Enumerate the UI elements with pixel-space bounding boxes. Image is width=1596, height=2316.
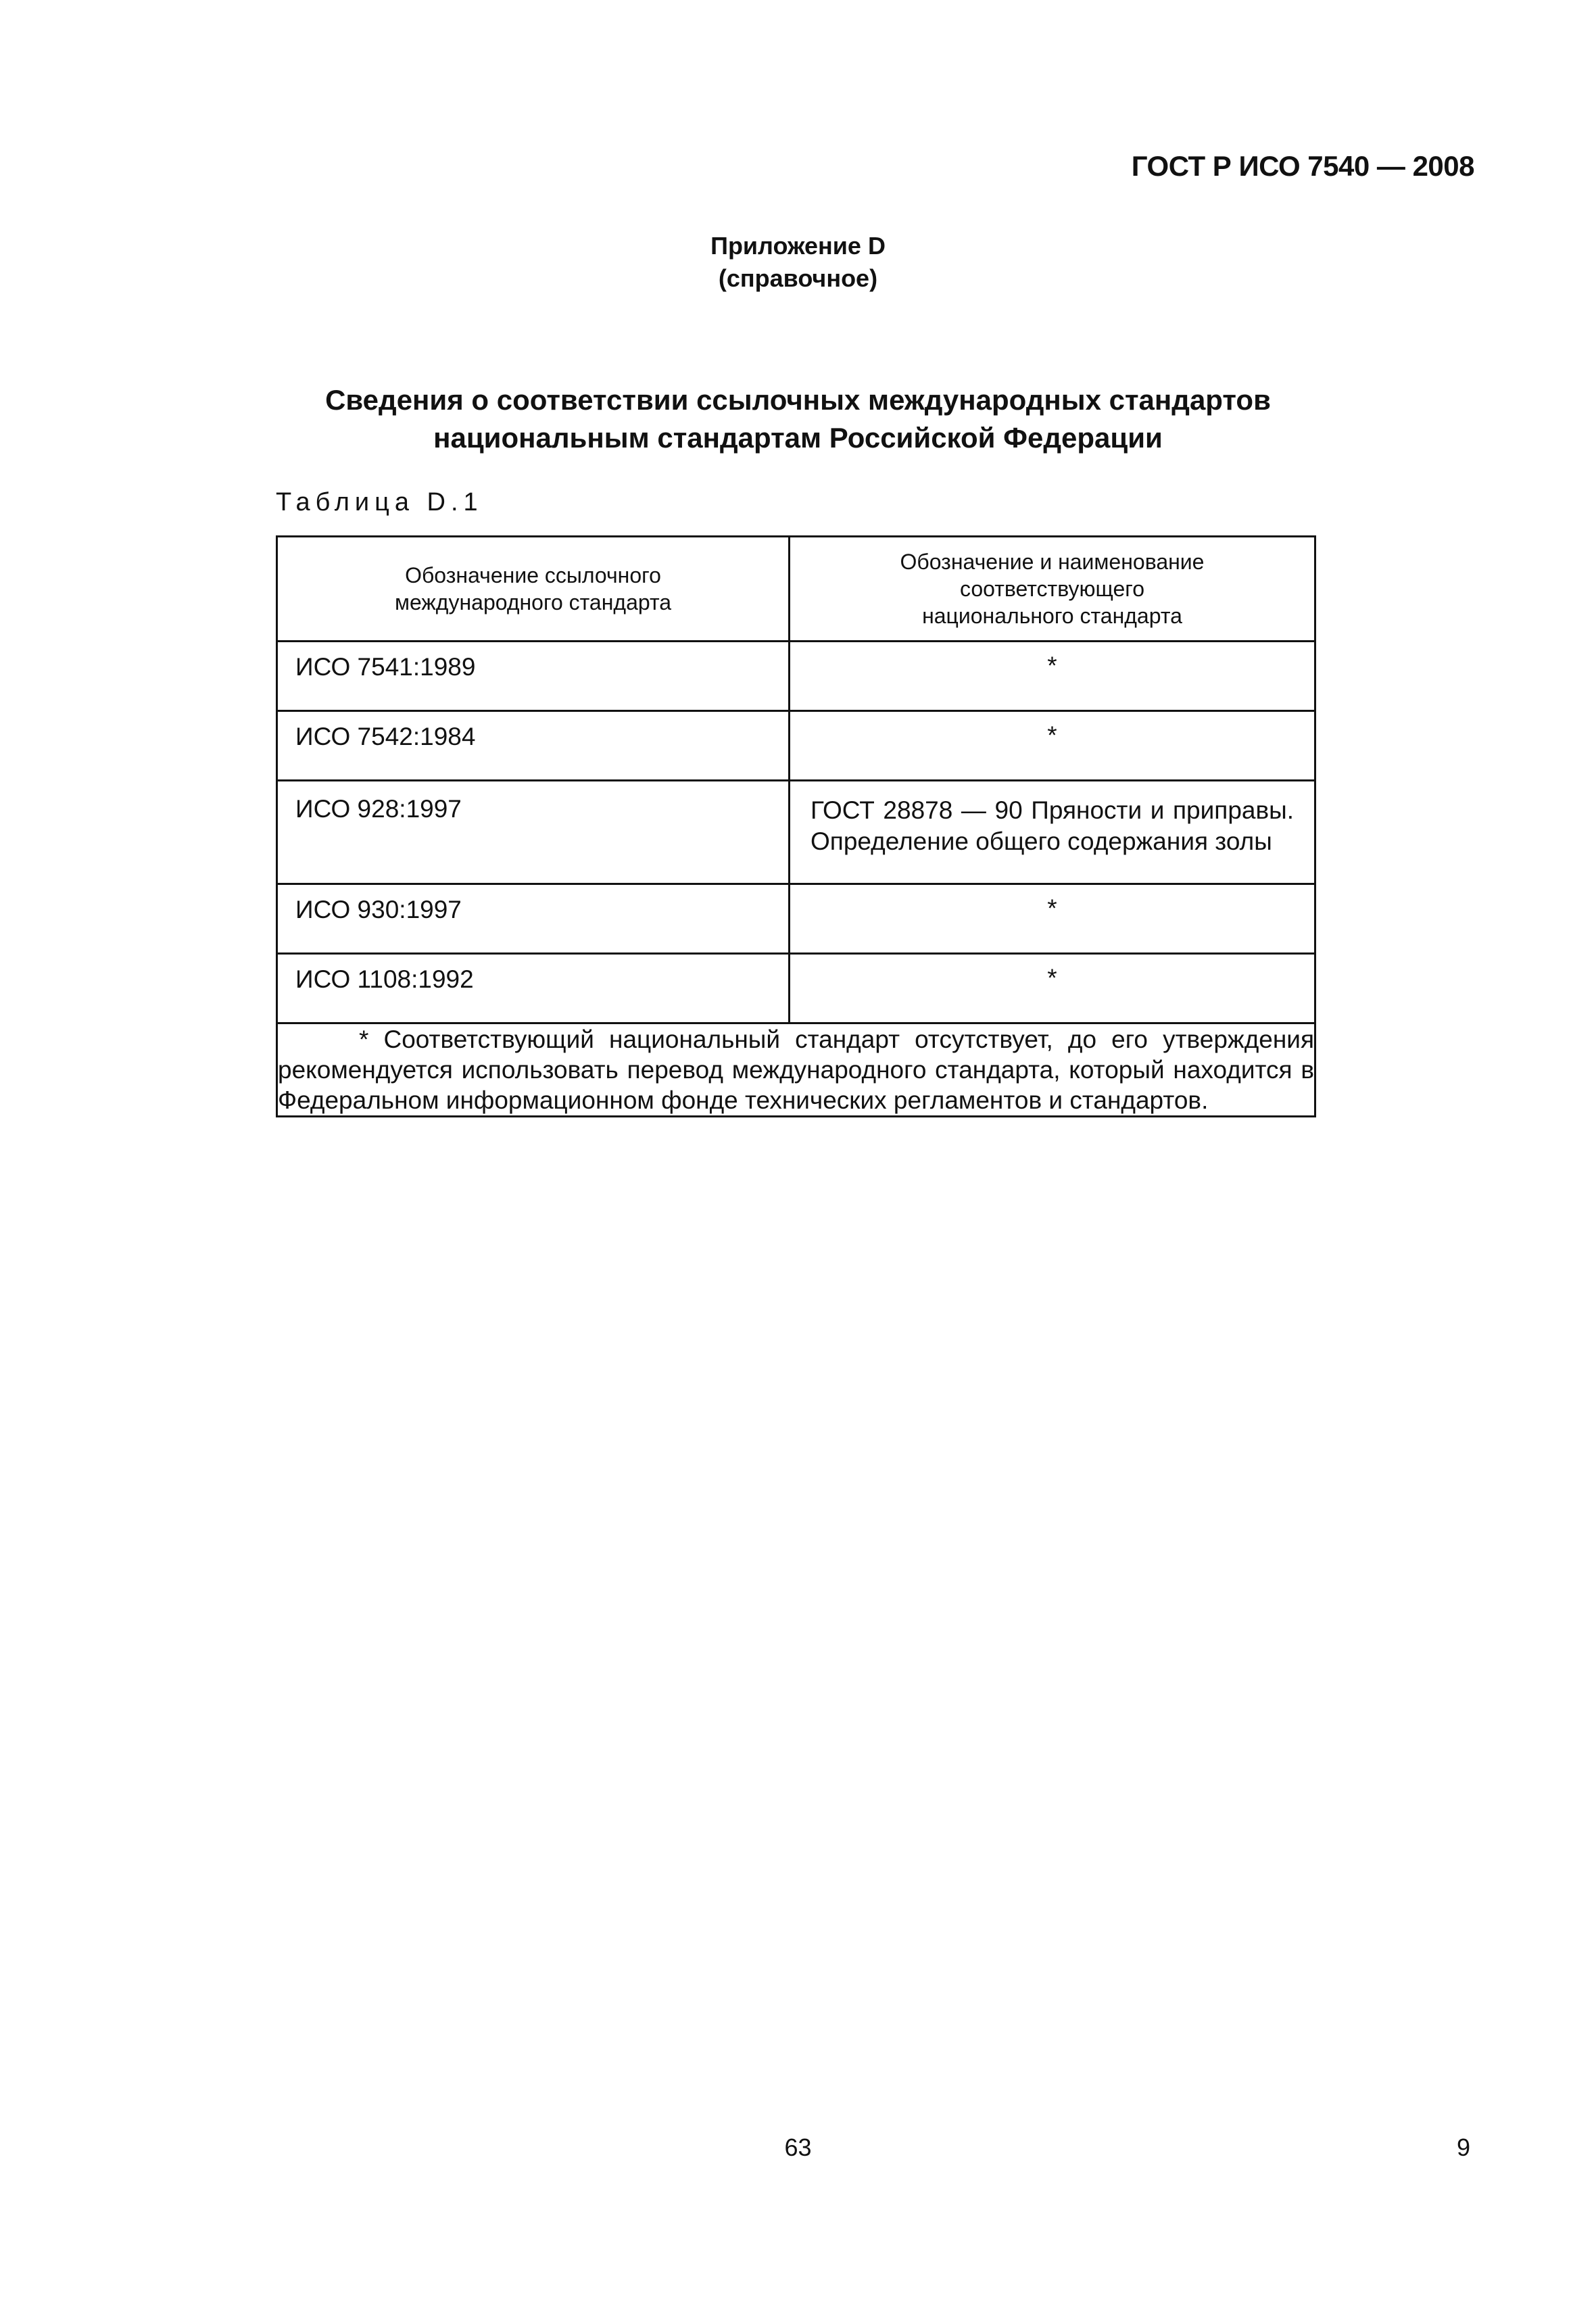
cell-national-standard: *: [790, 884, 1315, 954]
table-footnote-row: [277, 1023, 1315, 1117]
header-international: Обозначение ссылочного международного стандарта: [277, 537, 790, 642]
cell-international-code: ИСО 7541:1989: [277, 642, 790, 711]
table-row: [277, 954, 1315, 1023]
table-row: [277, 642, 1315, 711]
cell-international-code: ИСО 7542:1984: [277, 711, 790, 781]
table-label: Таблица D.1: [276, 488, 483, 516]
page-number: 63: [784, 2133, 812, 2161]
table-footnote: [277, 1023, 1315, 1117]
cell-national-standard: ГОСТ 28878 — 90 Пряности и приправы. Определение общего содержания золы: [790, 781, 1315, 884]
table-row: [277, 781, 1315, 884]
section-page-number: 9: [1456, 2133, 1470, 2161]
appendix-subtitle: (справочное): [718, 264, 878, 292]
appendix-heading: [0, 230, 1596, 295]
table-row: [277, 884, 1315, 954]
cell-national-standard: *: [790, 642, 1315, 711]
appendix-title: Приложение D: [710, 232, 886, 260]
cell-international-code: ИСО 928:1997: [277, 781, 790, 884]
cell-international-code: ИСО 1108:1992: [277, 954, 790, 1023]
cell-national-standard: *: [790, 954, 1315, 1023]
cell-international-code: ИСО 930:1997: [277, 884, 790, 954]
table-row: [277, 711, 1315, 781]
section-title: [0, 381, 1596, 457]
section-title-line1: Сведения о соответствии ссылочных международных стандартов: [325, 384, 1271, 416]
correspondence-table: [276, 535, 1316, 1117]
footnote-text: * Соответствующий национальный стандарт отсутствует, до его утверждения рекомендуется использовать перевод международного стандарта, который находится в Федеральном информационном фонде технических регламентов и стандартов.: [278, 1026, 1314, 1114]
document-code: ГОСТ Р ИСО 7540 — 2008: [1131, 150, 1474, 182]
section-title-line2: национальным стандартам Российской Федерации: [433, 422, 1163, 454]
header-national: Обозначение и наименование соответствующего национального стандарта: [790, 537, 1315, 642]
cell-national-standard: *: [790, 711, 1315, 781]
table-header-row: [277, 537, 1315, 642]
